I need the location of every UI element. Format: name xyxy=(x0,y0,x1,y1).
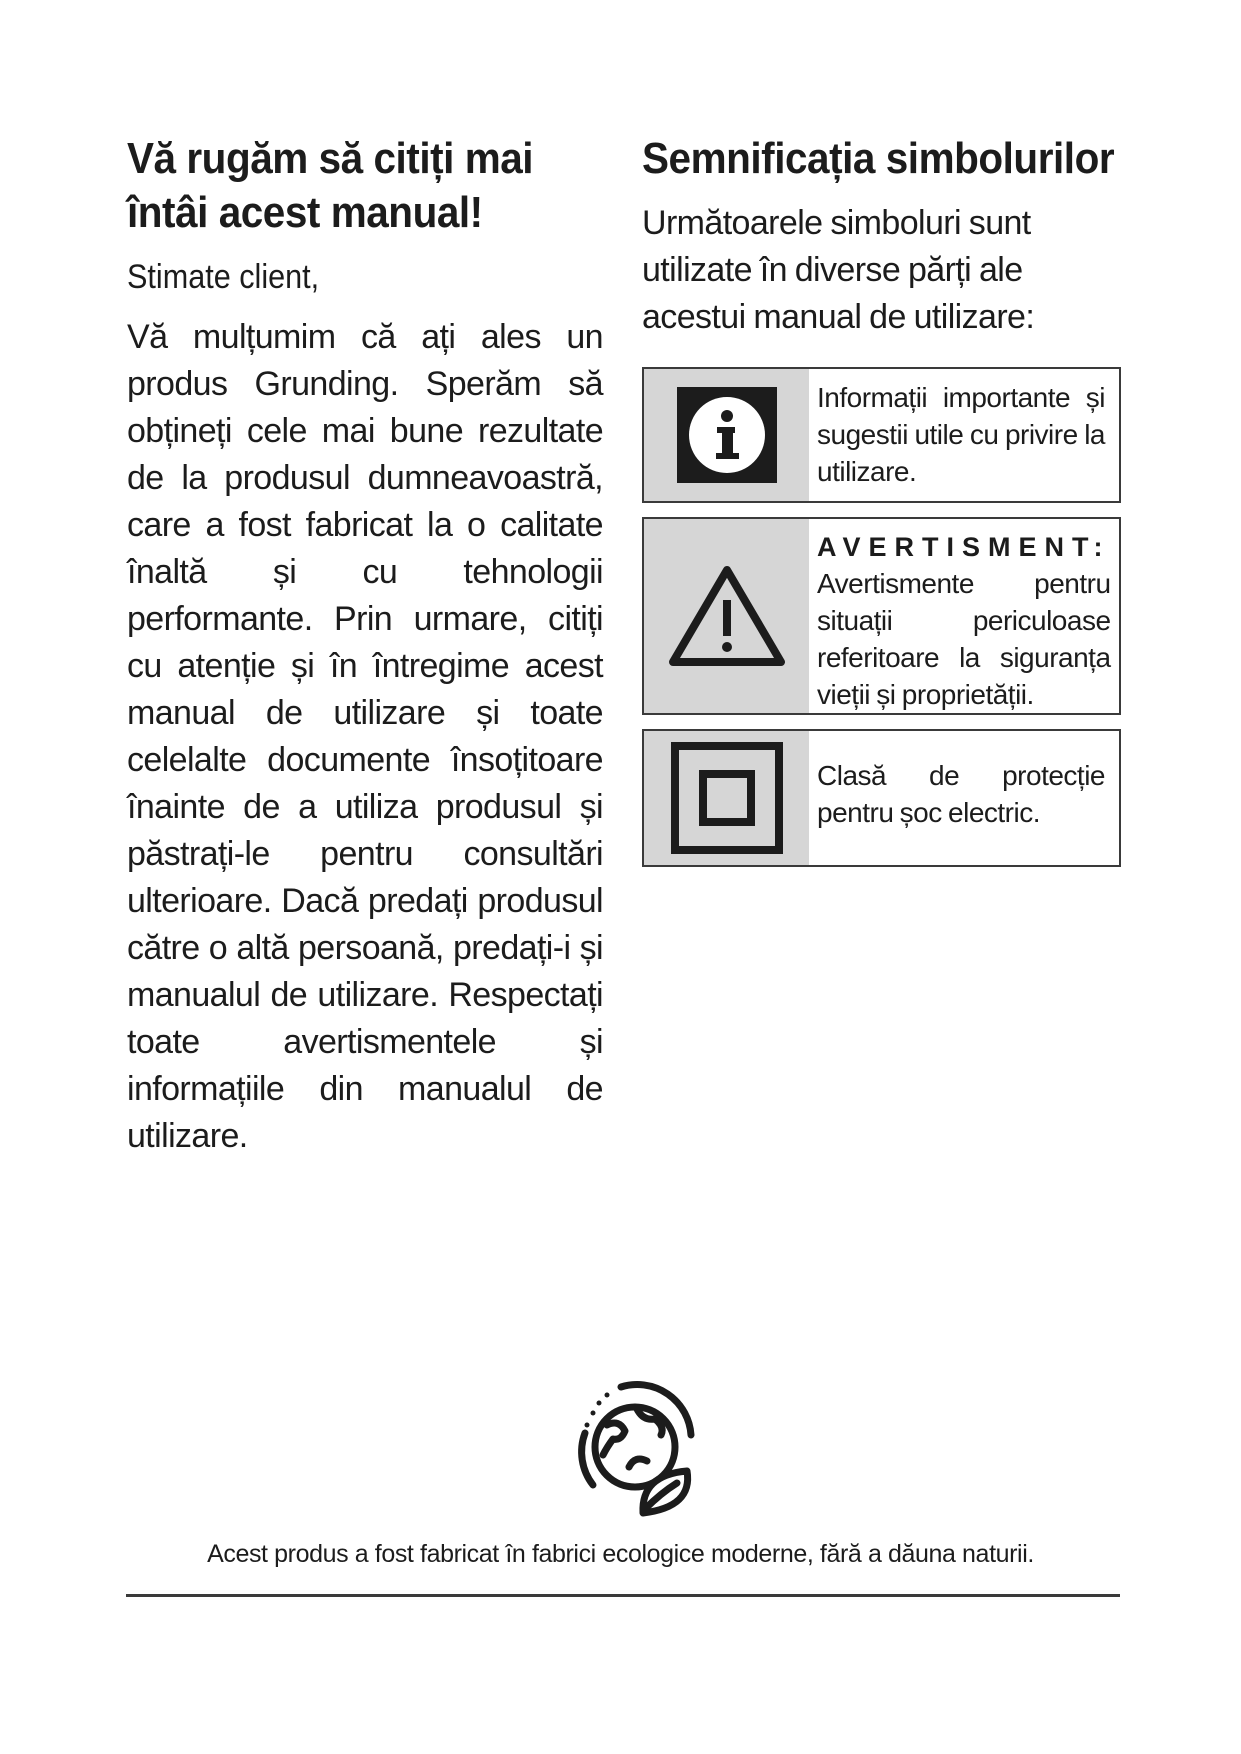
double-insulation-icon xyxy=(644,731,809,865)
page-title-line1: Vă rugăm să citiți mai xyxy=(127,134,534,183)
warning-description: Avertismente pentru situații periculoase referitoare la siguranța vieții și proprietății. xyxy=(817,568,1111,710)
greeting: Stimate client, xyxy=(127,258,320,296)
warning-icon xyxy=(644,519,809,713)
page-title xyxy=(127,132,565,240)
symbols-heading: Semnificația simbolurilor xyxy=(642,134,1115,183)
info-icon xyxy=(644,369,809,501)
eco-caption: Acest produs a fost fabricat în fabrici ecologice moderne, fără a dăuna naturii. xyxy=(207,1540,1034,1568)
eco-globe-leaf-icon xyxy=(573,1375,703,1525)
symbol-class-text: Clasă de protecție pentru șoc electric. xyxy=(817,760,1105,828)
symbol-warning-text xyxy=(809,519,1125,713)
symbol-warning-box xyxy=(642,517,1121,715)
right-column xyxy=(642,132,1118,881)
intro-paragraph: Vă mulțumim că ați ales un produs Grunding. Sperăm să obțineți cele mai bune rezultate de la produsul dumneavoastră, care a fost fabricat la o calitate înaltă și cu tehnologii performante. Prin urmare, citiți cu atenție și în întregime acest manual de utilizare și toate celelalte documente însoțitoare înainte de a utiliza produsul și păstrați-le pentru consultări ulterioare. Dacă predați produsul către o altă persoană, predați-i și manualul de utilizare. Respectați toate avertismentele și informațiile din manualul de utilizare. xyxy=(127,318,603,1155)
symbols-intro: Următoarele simboluri sunt utilizate în diverse părți ale acestui manual de utilizare: xyxy=(642,204,1035,336)
warning-title: AVERTISMENT: xyxy=(817,532,1111,562)
footer-divider xyxy=(126,1594,1120,1597)
left-column xyxy=(127,132,603,1160)
page-title-line2: întâi acest manual! xyxy=(127,188,483,237)
symbol-info-box xyxy=(642,367,1121,503)
symbol-info-text: Informații importante și sugestii utile cu privire la utilizare. xyxy=(817,382,1105,487)
symbol-class-box xyxy=(642,729,1121,867)
